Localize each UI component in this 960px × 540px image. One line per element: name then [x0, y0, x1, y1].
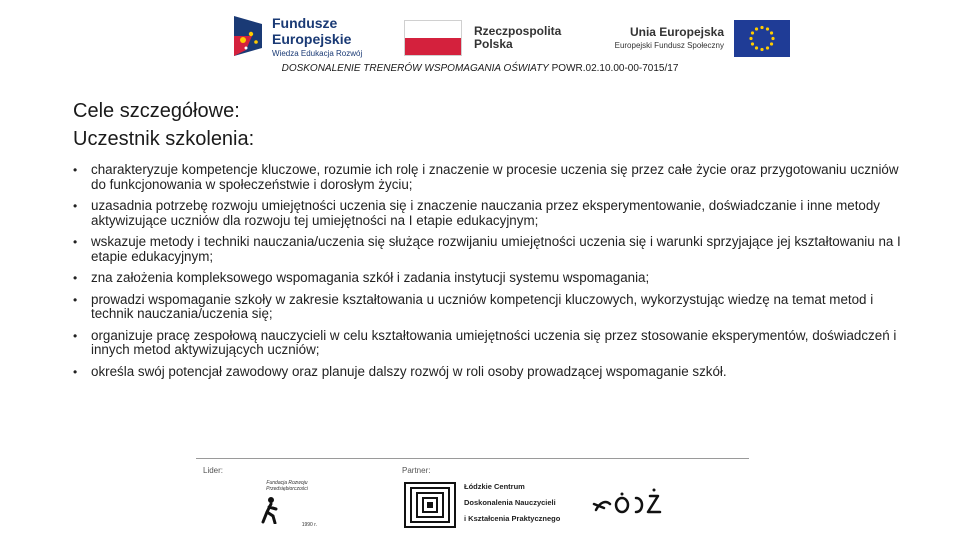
bullet-icon: •	[73, 328, 78, 343]
objective-text: określa swój potencjał zawodowy oraz planuje dalszy rozwój w roli osoby prowadzącej wspomaganie szkół.	[91, 363, 727, 379]
bullet-icon: •	[73, 235, 78, 249]
eu-star-icon	[751, 42, 754, 45]
leader-logo-year: 1990 r.	[301, 522, 317, 528]
objectives-heading: Cele szczegółowe:	[73, 100, 240, 122]
rp-logo-line1: Rzeczpospolita	[474, 24, 562, 38]
project-code: POWR.02.10.00-00-7015/17	[548, 63, 679, 74]
participant-heading: Uczestnik szkolenia:	[73, 128, 255, 150]
ue-logo-line1: Unia Europejska	[629, 25, 724, 39]
fundusze-europejskie-logo	[232, 12, 382, 60]
leader-label: Lider:	[203, 466, 224, 475]
objective-item	[73, 235, 903, 264]
eu-star-icon	[755, 27, 758, 30]
eu-flag-icon	[734, 20, 790, 57]
fundacja-rozwoju-logo	[255, 480, 319, 528]
objective-item	[73, 271, 903, 286]
lcdnikp-logo	[402, 478, 572, 530]
objective-item	[73, 293, 903, 322]
polish-flag-icon	[404, 20, 462, 56]
partner-logo-line2: Doskonalenia Nauczycieli	[464, 498, 556, 507]
objective-text: organizuje pracę zespołową nauczycieli w celu kształtowania umiejętności uczenia się przez stosowanie eksperymentów, doświadczeń i innych metod aktywizujących uczniów;	[91, 327, 897, 357]
objective-text: prowadzi wspomaganie szkoły w zakresie kształtowania u uczniów kompetencji kluczowych, wykorzystując wiedzę na temat metod i technik nauczania/uczenia się;	[91, 291, 874, 321]
unia-europejska-logo	[600, 20, 790, 58]
eu-star-icon	[749, 37, 752, 40]
eu-star-icon	[751, 31, 754, 34]
eu-star-icon	[770, 31, 773, 34]
concentric-squares-icon	[404, 482, 456, 528]
lodz-city-logo-icon	[592, 486, 664, 518]
objectives-list	[73, 163, 903, 386]
ue-logo-line2: Europejski Fundusz Społeczny	[614, 41, 724, 50]
eu-star-icon	[770, 42, 773, 45]
objective-text: uzasadnia potrzebę rozwoju umiejętności uczenia się i znaczenie nauczania przez eksperymentowanie, doświadczanie i inne metody aktywizujące uczniów dla rozwoju tej umiejętności na I etapie edukacyjnym;	[91, 198, 881, 228]
eu-star-icon	[771, 37, 774, 40]
bullet-icon: •	[73, 364, 78, 379]
fe-logo-line1: Fundusze	[272, 15, 338, 31]
objective-item	[73, 199, 903, 228]
fe-logo-line2: Europejskie	[272, 31, 352, 47]
bullet-icon: •	[73, 163, 78, 177]
objective-item	[73, 163, 903, 192]
partner-logo-line1: Łódzkie Centrum	[464, 482, 525, 491]
walking-figure-icon	[259, 496, 281, 524]
objective-item	[73, 329, 903, 358]
footer-divider	[196, 458, 749, 459]
bullet-icon: •	[73, 292, 78, 307]
objective-text: wskazuje metody i techniki nauczania/uczenia się służące rozwijaniu umiejętności uczenia się i warunki sprzyjające jej kształtowaniu na I etapie edukacyjnym;	[91, 234, 901, 264]
fe-logo-line3: Wiedza Edukacja Rozwój	[272, 49, 363, 58]
eu-star-icon	[760, 48, 763, 51]
eu-star-icon	[766, 46, 769, 49]
bullet-icon: •	[73, 271, 78, 285]
project-name: DOSKONALENIE TRENERÓW WSPOMAGANIA OŚWIATY	[281, 63, 549, 74]
leader-logo-line1: Fundacja Rozwoju	[266, 480, 308, 486]
partner-logo-line3: i Kształcenia Praktycznego	[464, 514, 561, 523]
eu-star-icon	[755, 46, 758, 49]
objective-item	[73, 365, 903, 380]
project-title-line	[0, 63, 960, 74]
eu-star-icon	[766, 27, 769, 30]
fundusze-europejskie-mark-icon	[232, 14, 266, 58]
eu-star-icon	[760, 26, 763, 29]
rzeczpospolita-polska-logo	[404, 20, 574, 58]
bullet-icon: •	[73, 199, 78, 213]
leader-logo-line2: Przedsiębiorczości	[266, 486, 308, 492]
objective-text: zna założenia kompleksowego wspomagania szkół i zadania instytucji systemu wspomagania;	[91, 270, 650, 285]
objective-text: charakteryzuje kompetencje kluczowe, rozumie ich rolę i znaczenie w procesie uczenia się przez całe życie oraz przygotowaniu uczniów do funkcjonowania w społeczeństwie i dorosłym życiu;	[91, 162, 899, 192]
rp-logo-line2: Polska	[474, 37, 513, 51]
partner-label: Partner:	[402, 466, 431, 475]
